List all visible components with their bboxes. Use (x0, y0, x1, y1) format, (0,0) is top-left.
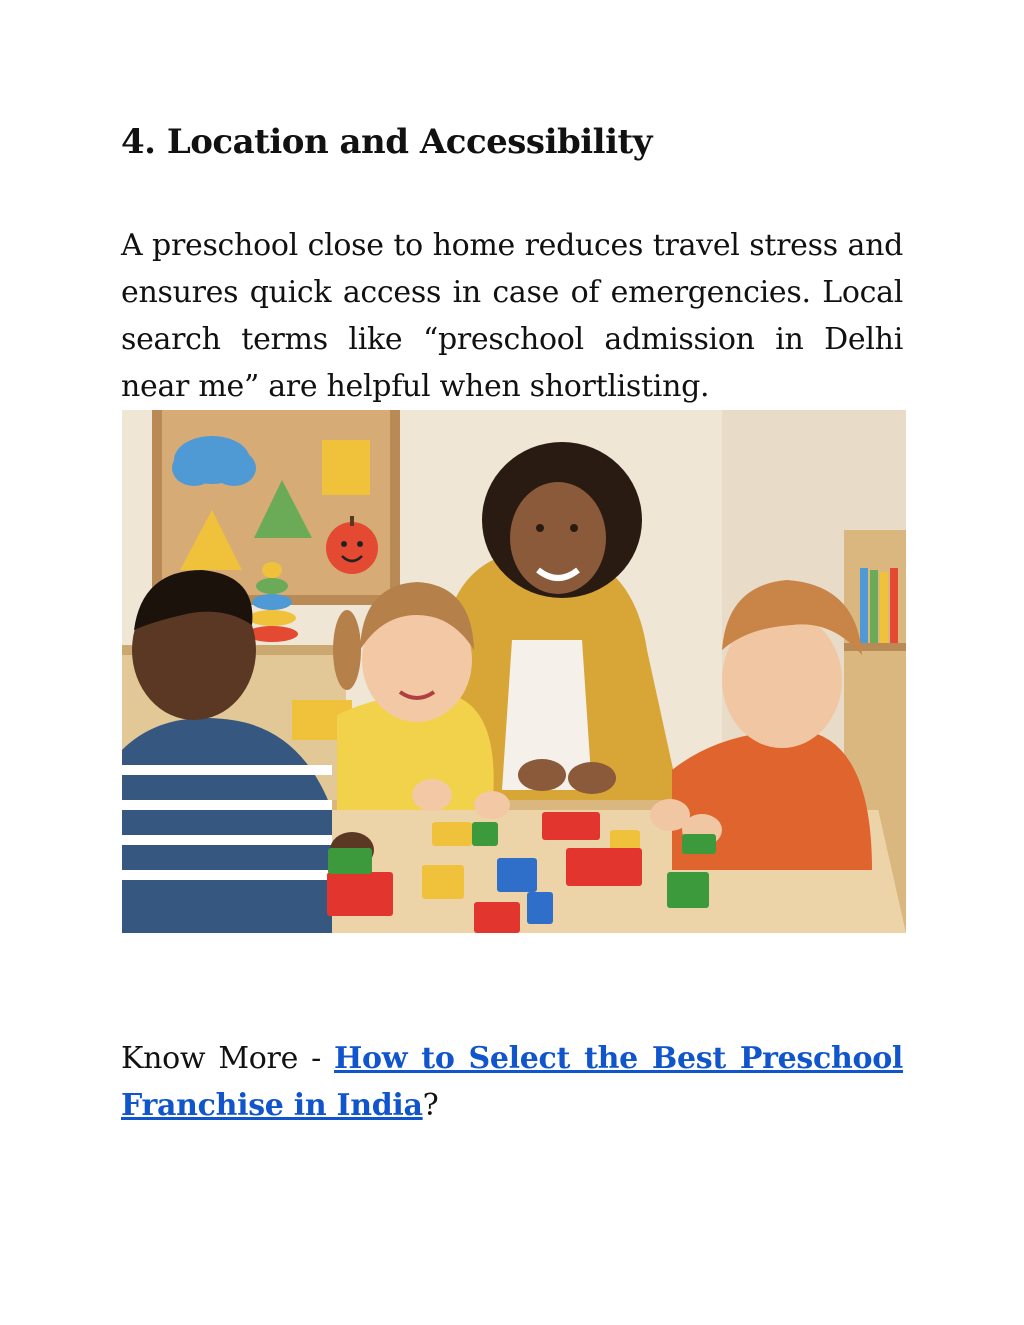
classroom-photo (122, 410, 906, 933)
section-heading: 4. Location and Accessibility (121, 122, 652, 162)
franchise-guide-link[interactable]: How to Select the Best Preschool Franchise in India (121, 1041, 904, 1123)
know-more-line (121, 1035, 903, 1129)
know-more-prefix: Know More - (121, 1041, 335, 1076)
know-more-suffix: ? (422, 1088, 439, 1123)
section-paragraph: A preschool close to home reduces travel stress and ensures quick access in case of emergencies. Local search terms like “preschool admission in Delhi near me” are helpful when shortlisting. (121, 228, 903, 404)
